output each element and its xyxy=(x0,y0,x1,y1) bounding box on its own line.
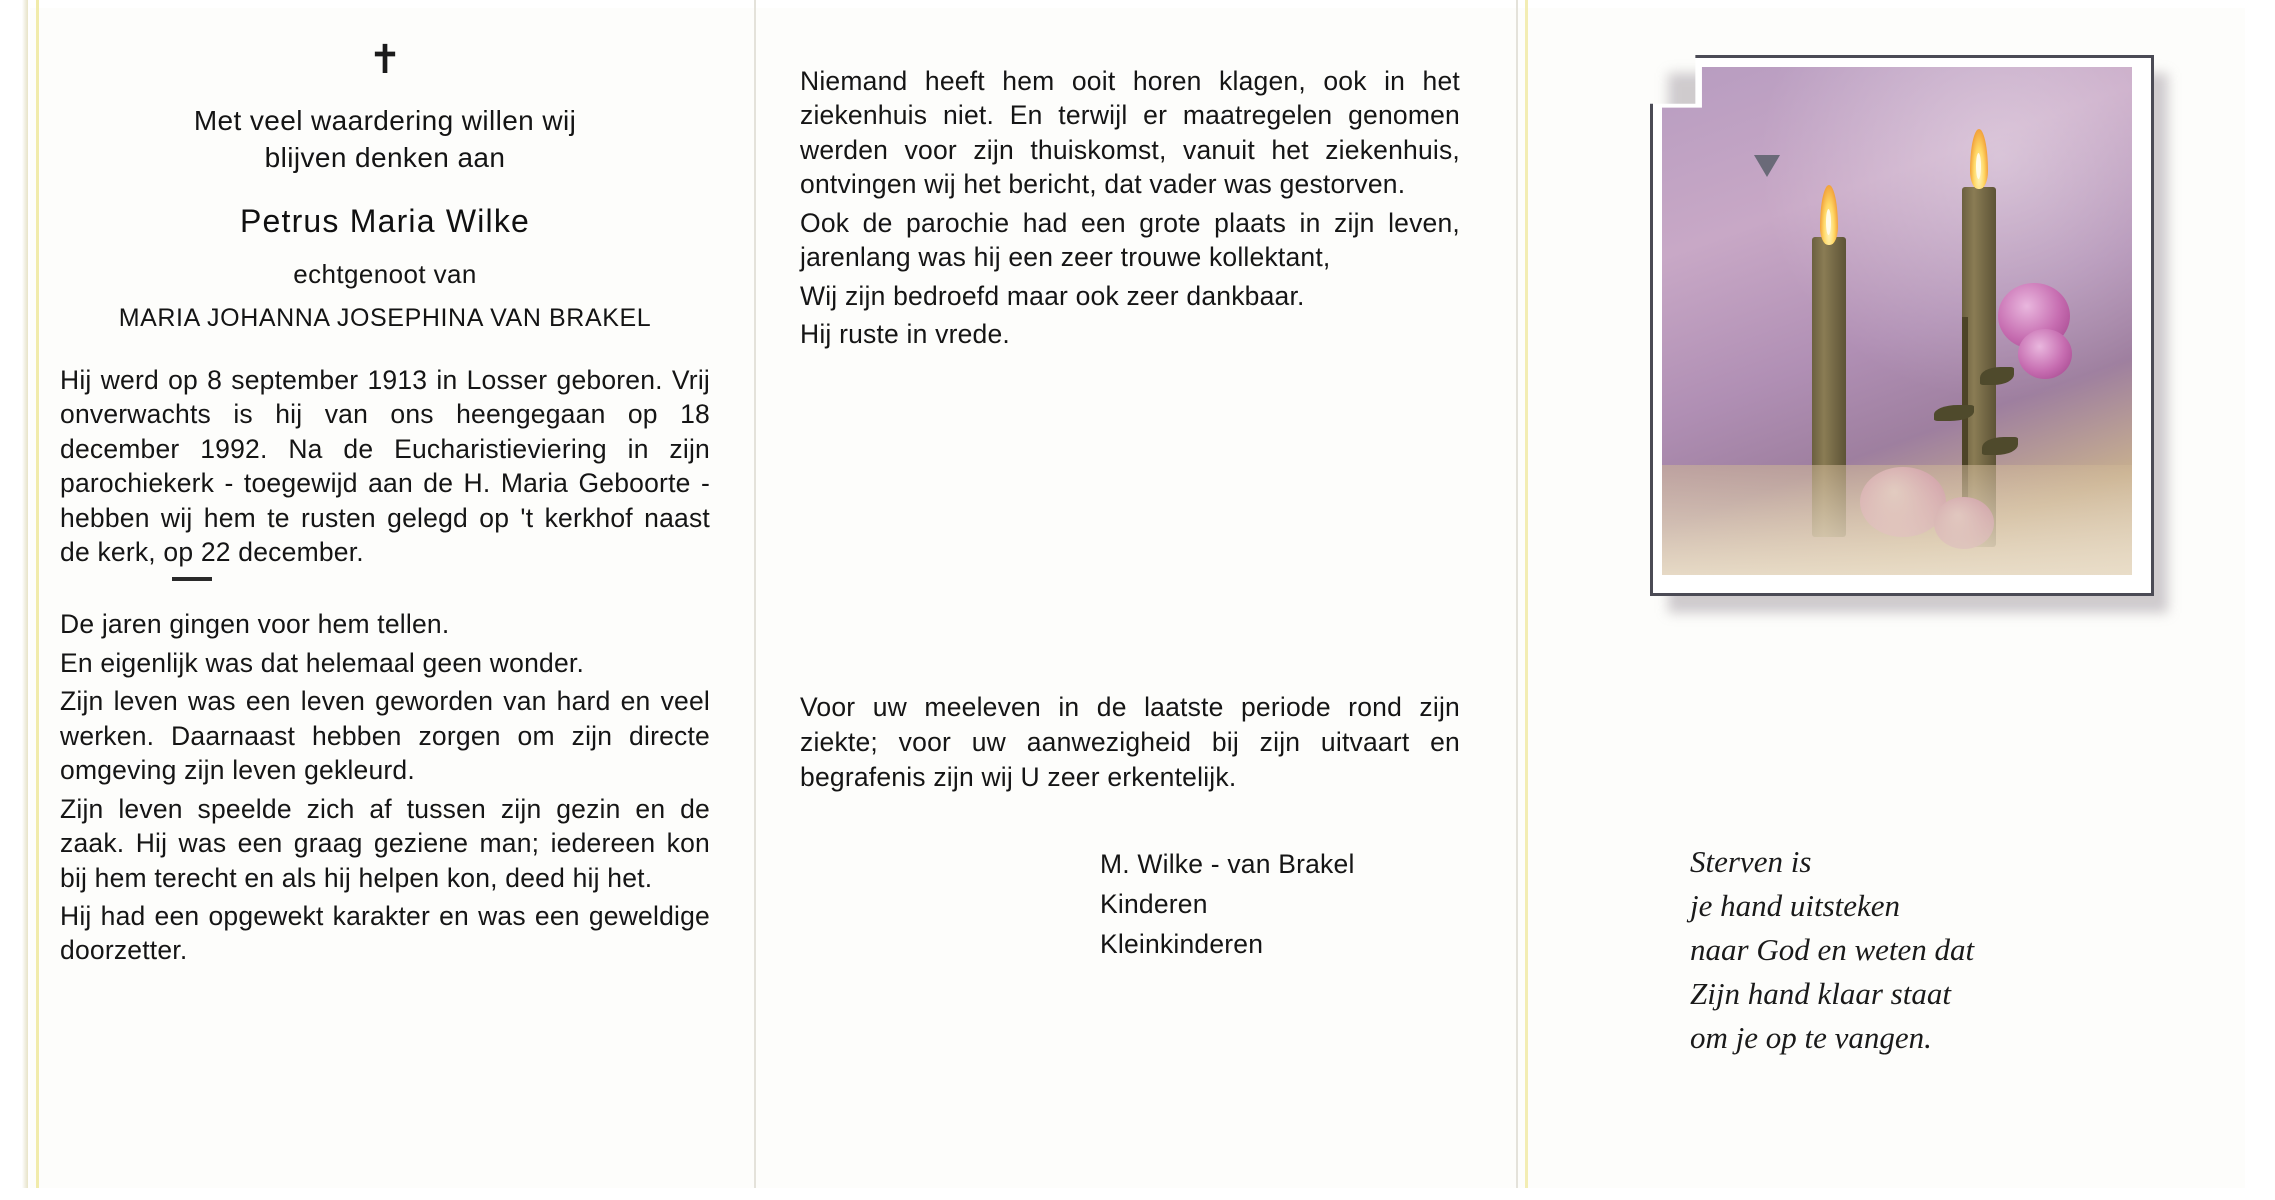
card-yellow-stripe-left xyxy=(36,0,39,1200)
middle-panel xyxy=(800,40,1460,352)
leaf-1 xyxy=(1980,367,2014,385)
intro-line-1: Met veel waardering willen wij xyxy=(193,105,577,136)
spouse-name: MARIA JOHANNA JOSEPHINA VAN BRAKEL xyxy=(118,303,652,332)
left-paragraph-1: De jaren gingen voor hem tellen. xyxy=(60,609,450,640)
candle-photo xyxy=(1650,55,2170,615)
triangle-mark-icon xyxy=(1754,155,1780,177)
verse-line-4: Zijn hand klaar staat xyxy=(1690,976,1951,1012)
photo-image xyxy=(1662,67,2132,575)
cross-icon: ✝ xyxy=(368,37,402,82)
middle-paragraph-4: Hij ruste in vrede. xyxy=(800,319,1010,350)
flame-core-left xyxy=(1826,209,1831,235)
card-yellow-stripe-right xyxy=(1525,0,1528,1200)
left-paragraph-5: Hij had een opgewekt karakter en was een geweldige doorzetter. xyxy=(60,900,710,966)
flower-bloom-2 xyxy=(2018,329,2072,379)
verse-line-1: Sterven is xyxy=(1690,844,1812,879)
signature-line-2: Kinderen xyxy=(1100,888,1208,919)
middle-paragraph-2: Ook de parochie had een grote plaats in zijn leven, jarenlang was hij een zeer trouwe kollektant, xyxy=(800,207,1460,273)
left-paragraph-2: En eigenlijk was dat helemaal geen wonder. xyxy=(60,647,585,678)
middle-paragraph-1: Niemand heeft hem ooit horen klagen, ook in het ziekenhuis niet. En terwijl er maatregelen genomen werden voor zijn thuiskomst, vanuit het ziekenhuis, ontvingen wij het bericht, dat vader was gestorven. xyxy=(800,66,1460,200)
intro-line-2: blijven denken aan xyxy=(264,142,506,174)
signature-block xyxy=(1100,845,1460,964)
card-fold-line-1 xyxy=(754,0,756,1200)
divider-rule xyxy=(172,577,212,581)
signature-line-3: Kleinkinderen xyxy=(1100,928,1264,959)
flame-core-right xyxy=(1976,153,1981,179)
verse-line-3: naar God en weten dat xyxy=(1690,932,1975,968)
table-surface xyxy=(1662,465,2132,575)
biography-paragraph: Hij werd op 8 september 1913 in Losser geboren. Vrij onverwachts is hij van ons heengegaan op 18 december 1992. Na de Eucharistieviering in zijn parochiekerk - toegewijd aan de H. Maria Geboorte - hebben wij hem te rusten gelegd op 't kerkhof naast de kerk, op 22 december. xyxy=(60,364,710,568)
verse-block xyxy=(1690,840,2210,1060)
thanks-paragraph: Voor uw meeleven in de laatste periode rond zijn ziekte; voor uw aanwezigheid bij zijn uitvaart en begrafenis zijn wij U zeer erkentelijk. xyxy=(800,692,1460,793)
deceased-name: Petrus Maria Wilke xyxy=(239,203,531,240)
verse-line-5: om je op te vangen. xyxy=(1690,1020,1932,1056)
spouse-label: echtgenoot van xyxy=(293,258,477,289)
bottom-edge xyxy=(0,1188,2275,1200)
card-left-edge xyxy=(22,0,28,1200)
card-fold-line-2 xyxy=(1516,0,1518,1200)
leaf-3 xyxy=(1982,437,2018,455)
left-paragraph-4: Zijn leven speelde zich af tussen zijn gezin en de zaak. Hij was een graag geziene man; iedereen kon bij hem terecht en als hij helpen kon, deed hij het. xyxy=(60,793,710,893)
verse-line-2: je hand uitsteken xyxy=(1690,888,1901,924)
middle-paragraph-3: Wij zijn bedroefd maar ook zeer dankbaar. xyxy=(800,280,1305,311)
left-panel xyxy=(60,37,710,968)
signature-line-1: M. Wilke - van Brakel xyxy=(1100,849,1355,879)
left-paragraph-3: Zijn leven was een leven geworden van hard en veel werken. Daarnaast hebben zorgen om zijn directe omgeving zijn leven gekleurd. xyxy=(60,686,710,786)
